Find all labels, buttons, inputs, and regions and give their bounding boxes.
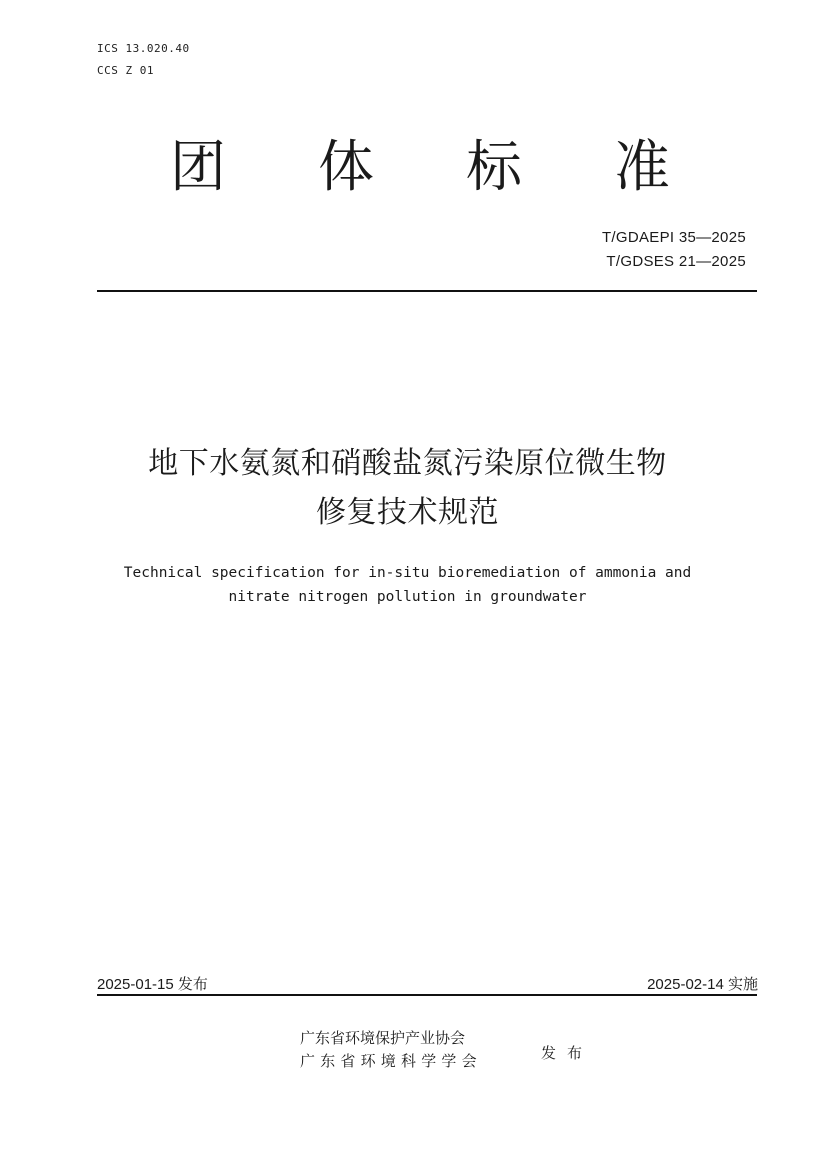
ccs-code: CCS Z 01 xyxy=(97,64,154,77)
footer-divider xyxy=(97,994,757,996)
publish-date: 2025-01-15 发布 xyxy=(97,976,208,993)
header-divider xyxy=(97,290,757,292)
issuer-1: 广东省环境保护产业协会 xyxy=(300,1029,466,1047)
issuer-2: 广东省环境科学学会 xyxy=(300,1052,482,1070)
standard-type-char-4: 准 xyxy=(614,135,670,200)
standard-number-secondary: T/GDSES 21—2025 xyxy=(606,253,746,270)
standard-type-char-2: 体 xyxy=(318,135,374,200)
issuing-organizations xyxy=(300,1027,482,1073)
standard-type-heading xyxy=(170,128,670,208)
ics-code: ICS 13.020.40 xyxy=(97,42,190,55)
standard-number-primary: T/GDAEPI 35—2025 xyxy=(601,229,746,246)
title-en-line-2: nitrate nitrogen pollution in groundwater xyxy=(228,589,587,605)
standard-type-char-1: 团 xyxy=(170,135,226,200)
title-en-line-1: Technical specification for in-situ bioremediation of ammonia and xyxy=(123,565,692,581)
standard-type-char-3: 标 xyxy=(466,135,522,200)
issued-label: 发布 xyxy=(541,1044,594,1062)
implement-date: 2025-02-14 实施 xyxy=(647,976,758,993)
title-cn-line-1: 地下水氨氮和硝酸盐氮污染原位微生物 xyxy=(148,446,667,481)
title-cn-line-2: 修复技术规范 xyxy=(316,495,499,530)
